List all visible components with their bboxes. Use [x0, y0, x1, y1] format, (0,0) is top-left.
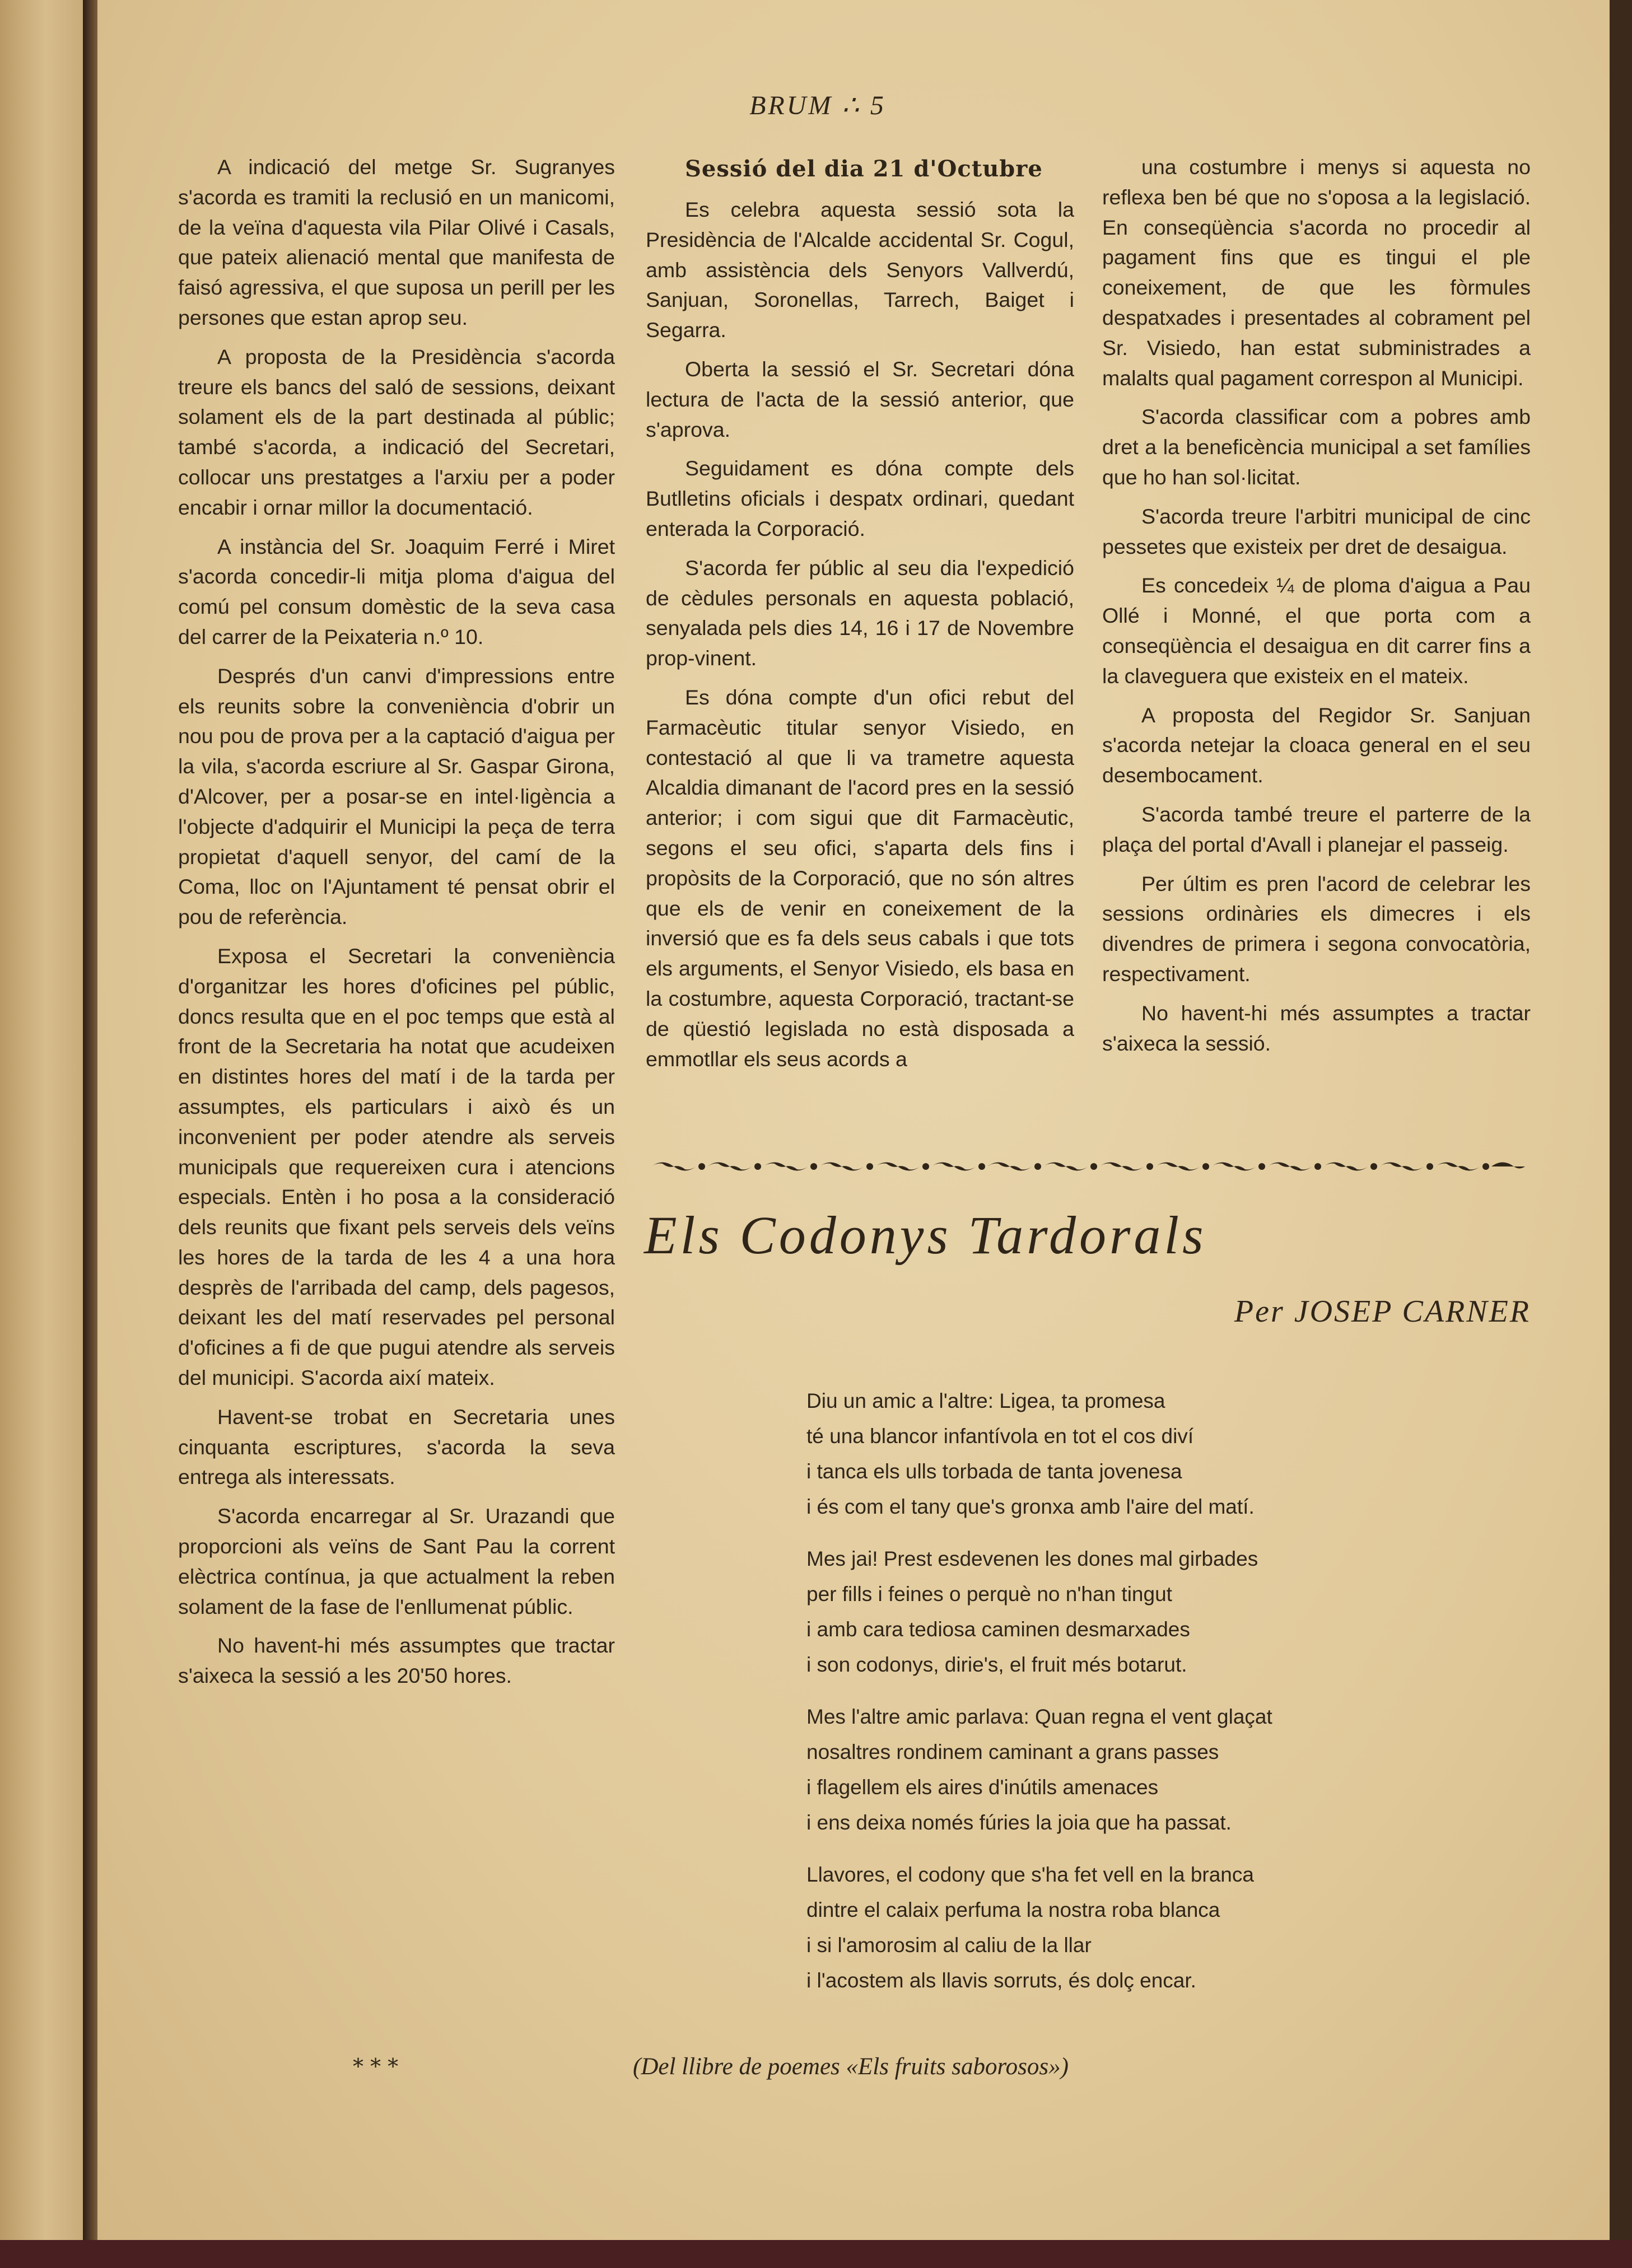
- verse-line: Mes l'altre amic parlava: Quan regna el vent glaçat: [806, 1705, 1272, 1728]
- paragraph: A indicació del metge Sr. Sugranyes s'acorda es tramiti la reclusió en un manicomi, de la veïna d'aquesta vila Pilar Olivé i Casals, que pateix alienació mental que manifesta de faisó agressiva, el que suposa un perill per les persones que estan aprop seu.: [178, 155, 615, 329]
- paragraph: No havent-hi més assumptes que tractar s'aixeca la sessió a les 20'50 hores.: [178, 1634, 615, 1688]
- verse-line: i l'acostem als llavis sorruts, és dolç encar.: [806, 1969, 1196, 1992]
- running-header: BRUM ∴ 5: [749, 91, 886, 120]
- paragraph: Seguidament es dóna compte dels Butlletins oficials i despatx ordinari, quedant enterada la Corporació.: [646, 456, 1074, 540]
- paragraph: A instància del Sr. Joaquim Ferré i Miret s'acorda concedir-li mitja ploma d'aigua del comú pel consum domèstic de la seva casa del carrer de la Peixateria n.º 10.: [178, 534, 615, 648]
- column-right: [1102, 152, 1531, 1067]
- verse-line: Llavores, el codony que s'ha fet vell en la branca: [806, 1863, 1254, 1886]
- paragraph: S'acorda fer públic al seu dia l'expedició de cèdules personals en aquesta població, senyalada pels dies 14, 16 i 17 de Novembre prop-vinent.: [646, 556, 1074, 670]
- paragraph: Es celebra aquesta sessió sota la Presidència de l'Alcalde accidental Sr. Cogul, amb assistència dels Senyors Vallverdú, Sanjuan, Soronellas, Tarrech, Baiget i Segarra.: [646, 198, 1074, 342]
- stanza: [806, 1541, 1423, 1682]
- verse-line: per fills i feines o perquè no n'han tingut: [806, 1583, 1172, 1606]
- paragraph: No havent-hi més assumptes a tractar s'aixeca la sessió.: [1102, 1001, 1531, 1055]
- verse-line: i és com el tany que's gronxa amb l'aire del matí.: [806, 1495, 1255, 1518]
- stanza: [806, 1857, 1423, 1998]
- stanza: [806, 1383, 1423, 1524]
- verse-line: i ens deixa només fúries la joia que ha passat.: [806, 1811, 1232, 1834]
- paragraph: S'acorda també treure el parterre de la plaça del portal d'Avall i planejar el passeig.: [1102, 802, 1531, 856]
- verse-line: i tanca els ulls torbada de tanta jovenesa: [806, 1460, 1182, 1483]
- section-separator-stars: * * *: [353, 2054, 399, 2079]
- ornamental-divider: [646, 1152, 1531, 1180]
- book-gutter: [83, 0, 97, 2268]
- binding-edge: [0, 2240, 1632, 2268]
- verse-line: i son codonys, dirie's, el fruit més botarut.: [806, 1653, 1187, 1676]
- verse-line: té una blancor infantívola en tot el cos diví: [806, 1425, 1194, 1448]
- paragraph: Oberta la sessió el Sr. Secretari dóna lectura de l'acta de la sessió anterior, que s'aprova.: [646, 357, 1074, 441]
- column-left: [178, 152, 615, 1700]
- poem-title: Els Codonys Tardorals: [644, 1205, 1207, 1265]
- verse-line: i si l'amorosim al caliu de la llar: [806, 1934, 1092, 1957]
- stanza: [806, 1699, 1423, 1840]
- paragraph: Després d'un canvi d'impressions entre els reunits sobre la conveniència d'obrir un nou pou de prova per a la captació d'aigua per la vila, s'acorda escriure al Sr. Gaspar Girona, d'Alcover, per a posar-se en intel·ligència a l'objecte d'adquirir el Municipi la peça de terra propietat d'aquell senyor, del camí de la Coma, lloc on l'Ajuntament té pensat obrir el pou de referència.: [178, 664, 615, 929]
- verse-line: i flagellem els aires d'inútils amenaces: [806, 1776, 1159, 1799]
- previous-page-edge: [0, 0, 83, 2268]
- verse-line: nosaltres rondinem caminant a grans passes: [806, 1740, 1219, 1763]
- paragraph: S'acorda encarregar al Sr. Urazandi que proporcioni als veïns de Sant Pau la corrent elèctrica contínua, ja que actualment la reben solament de la fase de l'enllumenat públic.: [178, 1504, 615, 1618]
- session-heading: Sessió del dia 21 d'Octubre: [685, 156, 1043, 182]
- verse-line: dintre el calaix perfuma la nostra roba blanca: [806, 1898, 1220, 1921]
- column-middle: [646, 152, 1074, 1083]
- paragraph: A proposta de la Presidència s'acorda treure els bancs del saló de sessions, deixant solament els de la part destinada al públic; també s'acorda, a indicació del Secretari, collocar uns prestatges a l'arxiu per a poder encabir i ornar millor la documentació.: [178, 344, 615, 519]
- paragraph: Exposa el Secretari la conveniència d'organitzar les hores d'oficines pel públic, doncs resulta que en el poc temps que està al front de la Secretaria ha notat que acudeixen en distintes hores del matí i de la tarda per assumptes, els particulars i això és un inconvenient per poder atendre als serveis municipals que requereixen cura i atencions especials. Entèn i ho posa a la consideració dels reunits que fixant pels serveis dels veïns les hores de la tarda de les 4 a una hora desprès de l'arribada del camp, dels pagesos, deixant les del matí reservades pel personal d'oficines a fi de que pugui atendre als serveis del municipi. S'acorda així mateix.: [178, 944, 615, 1390]
- paragraph: A proposta del Regidor Sr. Sanjuan s'acorda netejar la cloaca general en el seu desembocament.: [1102, 703, 1531, 787]
- poem-source-note: (Del llibre de poemes «Els fruits saborosos»): [633, 2054, 1069, 2080]
- paragraph: Havent-se trobat en Secretaria unes cinquanta escriptures, s'acorda la seva entrega als interessats.: [178, 1404, 615, 1489]
- verse-line: i amb cara tediosa caminen desmarxades: [806, 1618, 1190, 1641]
- poem-author: Per JOSEP CARNER: [1234, 1294, 1531, 1329]
- verse-line: Diu un amic a l'altre: Ligea, ta promesa: [806, 1389, 1165, 1412]
- paragraph: Per últim es pren l'acord de celebrar les sessions ordinàries els dimecres i els divendres de primera i segona convocatòria, respectivament.: [1102, 871, 1531, 986]
- poem-body: [806, 1383, 1423, 2015]
- paragraph: S'acorda treure l'arbitri municipal de cinc pessetes que existeix per dret de desaigua.: [1102, 504, 1531, 558]
- verse-line: Mes jai! Prest esdevenen les dones mal girbades: [806, 1547, 1258, 1570]
- paragraph: S'acorda classificar com a pobres amb dret a la beneficència municipal a set famílies que ho han sol·licitat.: [1102, 405, 1531, 489]
- paragraph: Es dóna compte d'un ofici rebut del Farmacèutic titular senyor Visiedo, en contestació al que li va trametre aquesta Alcaldia dimanant de l'acord pres en la sessió anterior; i com sigui que dit Farmacèutic, segons el seu ofici, s'aparta dels fins i propòsits de la Corporació, que no són altres que els de venir en coneixement de la inversió que es fa dels seus cabals i que tots els arguments, el Senyor Visiedo, els basa en la costumbre, aquesta Corporació, tractant-se de qüestió legislada no està disposada a emmotllar els seus acords a: [646, 685, 1074, 1071]
- paragraph: Es concedeix ¼ de ploma d'aigua a Pau Ollé i Monné, el que porta com a conseqüència el desaigua en dit carrer fins a la claveguera que existeix en el mateix.: [1102, 573, 1531, 688]
- paragraph: una costumbre i menys si aquesta no reflexa ben bé que no s'oposa a la legislació. En conseqüència s'acorda no procedir al pagament fins que es tingui el ple coneixement, de que les fòrmules despatxades i presentades al cobrament pel Sr. Visiedo, han estat subministrades a malalts qual pagament correspon al Municipi.: [1102, 155, 1531, 390]
